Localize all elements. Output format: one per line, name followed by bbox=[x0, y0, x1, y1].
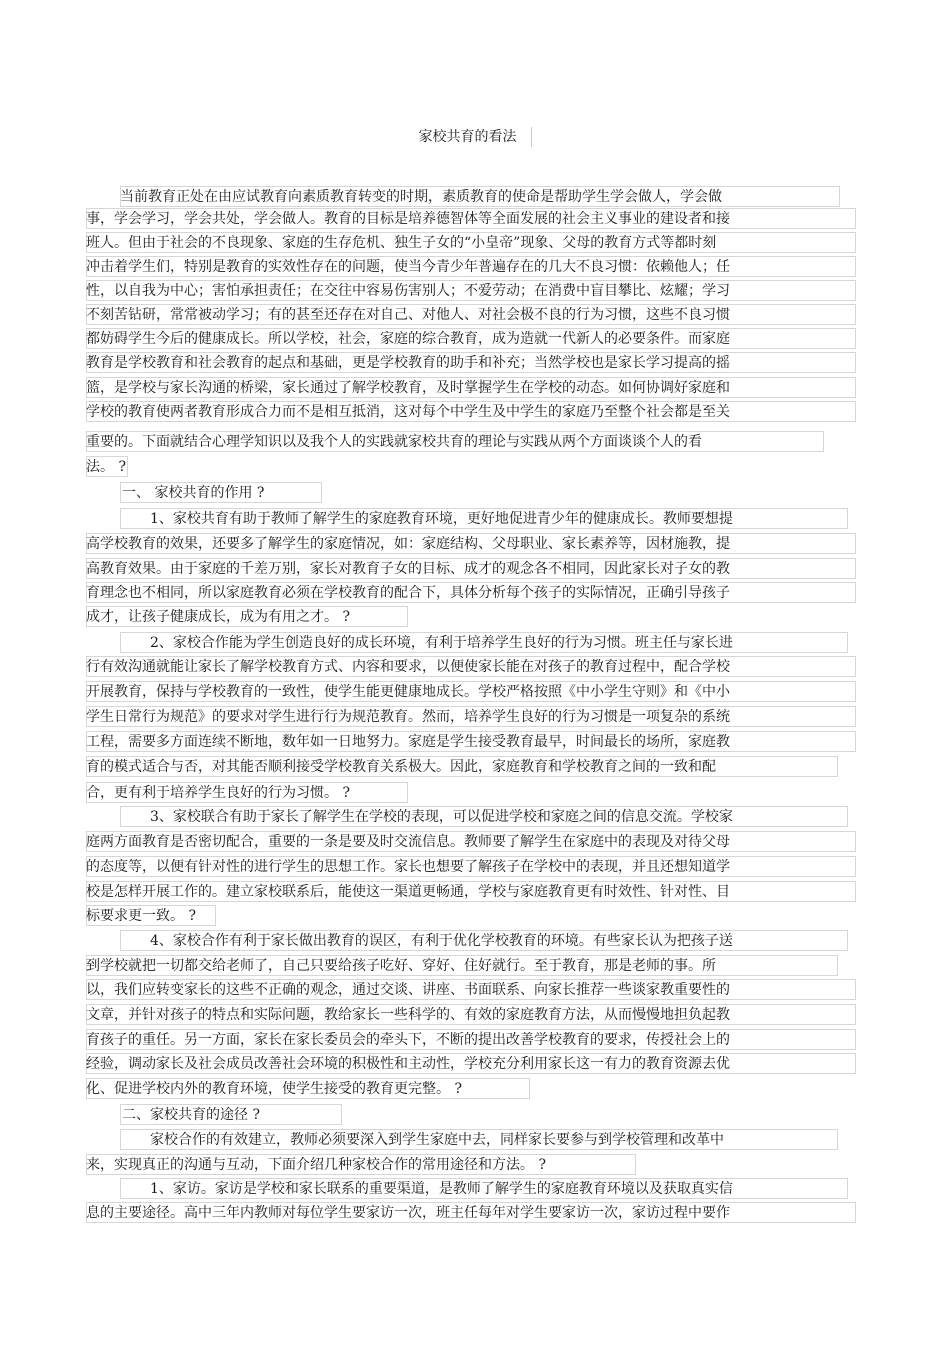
paragraph-line: 文章，并针对孩子的特点和实际问题，教给家长一些科学的、有效的家庭教育方法，从而慢慢地担负起教 bbox=[86, 1007, 730, 1023]
paragraph-line: 4、家校合作有利于家长做出教育的误区，有利于优化学校教育的环境。有些家长认为把孩子送 bbox=[150, 933, 733, 949]
paragraph-line: 高学校教育的效果，还要多了解学生的家庭情况，如：家庭结构、父母职业、家长素养等，因材施教，提 bbox=[86, 536, 730, 552]
paragraph-line: 学生日常行为规范》的要求对学生进行行为规范教育。然而，培养学生良好的行为习惯是一项复杂的系统 bbox=[86, 709, 730, 725]
paragraph-line: 都妨碍学生今后的健康成长。所以学校，社会，家庭的综合教育，成为造就一代新人的必要条件。而家庭 bbox=[86, 331, 730, 347]
paragraph-line: 化、促进学校内外的教育环境，使学生接受的教育更完整。 ? bbox=[86, 1081, 462, 1097]
paragraph-line: 3、家校联合有助于家长了解学生在学校的表现，可以促进学校和家庭之间的信息交流。学校家 bbox=[150, 809, 733, 825]
paragraph-line: 篮，是学校与家长沟通的桥梁，家长通过了解学校教育，及时掌握学生在学校的动态。如何协调好家庭和 bbox=[86, 380, 730, 396]
paragraph-line: 家校合作的有效建立，教师必须要深入到学生家庭中去，同样家长要参与到学校管理和改革中 bbox=[150, 1132, 724, 1148]
paragraph-line: 到学校就把一切都交给老师了，自己只要给孩子吃好、穿好、住好就行。至于教育，那是老师的事。所 bbox=[86, 958, 716, 974]
paragraph-line: 当前教育正处在由应试教育向素质教育转变的时期，素质教育的使命是帮助学生学会做人，学会做 bbox=[120, 189, 722, 205]
paragraph-line: 事，学会学习，学会共处，学会做人。教育的目标是培养德智体等全面发展的社会主义事业的建设者和接 bbox=[86, 211, 730, 227]
paragraph-line: 息的主要途径。高中三年内教师对每位学生要家访一次，班主任每年对学生要家访一次，家访过程中要作 bbox=[86, 1205, 730, 1221]
text-cursor-marker bbox=[531, 127, 532, 147]
paragraph-line: 经验，调动家长及社会成员改善社会环境的积极性和主动性，学校充分利用家长这一有力的教育资源去优 bbox=[86, 1056, 730, 1072]
paragraph-line: 校是怎样开展工作的。建立家校联系后，能使这一渠道更畅通，学校与家庭教育更有时效性、针对性、目 bbox=[86, 884, 730, 900]
paragraph-line: 2、家校合作能为学生创造良好的成长环境，有利于培养学生良好的行为习惯。班主任与家长进 bbox=[150, 635, 733, 651]
paragraph-line: 的态度等，以便有针对性的进行学生的思想工作。家长也想要了解孩子在学校中的表现，并且还想知道学 bbox=[86, 859, 730, 875]
paragraph-line: 二、家校共育的途径 ? bbox=[122, 1107, 260, 1123]
paragraph-line: 1、家访。家访是学校和家长联系的重要渠道，是教师了解学生的家庭教育环境以及获取真实信 bbox=[150, 1181, 733, 1197]
document-title-text: 家校共育的看法 bbox=[418, 129, 517, 145]
paragraph-line: 育的模式适合与否，对其能否顺利接受学校教育关系极大。因此，家庭教育和学校教育之间的一致和配 bbox=[86, 759, 716, 775]
paragraph-line: 教育是学校教育和社会教育的起点和基础，更是学校教育的助手和补充；当然学校也是家长学习提高的摇 bbox=[86, 355, 730, 371]
paragraph-line: 高教育效果。由于家庭的千差万别，家长对教育子女的目标、成才的观念各不相同，因此家长对子女的教 bbox=[86, 561, 730, 577]
paragraph-line: 开展教育，保持与学校教育的一致性，使学生能更健康地成长。学校严格按照《中小学生守则》和《中小 bbox=[86, 684, 730, 700]
paragraph-line: 1、家校共育有助于教师了解学生的家庭教育环境，更好地促进青少年的健康成长。教师要想提 bbox=[150, 511, 733, 527]
document-title bbox=[0, 126, 950, 148]
paragraph-line: 性，以自我为中心；害怕承担责任；在交往中容易伤害别人；不爱劳动；在消费中盲目攀比、炫耀；学习 bbox=[86, 283, 730, 299]
paragraph-line: 成才，让孩子健康成长，成为有用之才。 ? bbox=[86, 609, 350, 625]
paragraph-line: 重要的。下面就结合心理学知识以及我个人的实践就家校共育的理论与实践从两个方面谈谈个人的看 bbox=[86, 434, 702, 450]
paragraph-line: 来，实现真正的沟通与互动，下面介绍几种家校合作的常用途径和方法。 ? bbox=[86, 1157, 546, 1173]
paragraph-line: 冲击着学生们，特别是教育的实效性存在的问题，使当今青少年普遍存在的几大不良习惯：依赖他人；任 bbox=[86, 259, 730, 275]
paragraph-line: 班人。但由于社会的不良现象、家庭的生存危机、独生子女的“小皇帝”现象、父母的教育方式等都时刻 bbox=[86, 235, 717, 251]
paragraph-line: 工程，需要多方面连续不断地，数年如一日地努力。家庭是学生接受教育最早，时间最长的场所，家庭教 bbox=[86, 734, 730, 750]
paragraph-line: 行有效沟通就能让家长了解学校教育方式、内容和要求，以便使家长能在对孩子的教育过程中，配合学校 bbox=[86, 659, 730, 675]
paragraph-line: 一、 家校共育的作用 ? bbox=[122, 485, 265, 501]
paragraph-line: 育孩子的重任。另一方面，家长在家长委员会的牵头下，不断的提出改善学校教育的要求，传授社会上的 bbox=[86, 1032, 730, 1048]
paragraph-line: 标要求更一致。 ? bbox=[86, 908, 196, 924]
paragraph-line: 庭两方面教育是否密切配合，重要的一条是要及时交流信息。教师要了解学生在家庭中的表现及对待父母 bbox=[86, 834, 730, 850]
paragraph-line: 以，我们应转变家长的这些不正确的观念，通过交谈、讲座、书面联系、向家长推荐一些谈家教重要性的 bbox=[86, 982, 730, 998]
paragraph-line: 合，更有利于培养学生良好的行为习惯。 ? bbox=[86, 785, 350, 801]
paragraph-line: 不刻苦钻研，常常被动学习；有的甚至还存在对自己、对他人、对社会极不良的行为习惯，这些不良习惯 bbox=[86, 307, 730, 323]
paragraph-line: 学校的教育使两者教育形成合力而不是相互抵消，这对每个中学生及中学生的家庭乃至整个社会都是至关 bbox=[86, 404, 730, 420]
paragraph-line: 法。 ? bbox=[86, 459, 126, 475]
paragraph-line: 育理念也不相同，所以家庭教育必须在学校教育的配合下，具体分析每个孩子的实际情况，正确引导孩子 bbox=[86, 585, 730, 601]
